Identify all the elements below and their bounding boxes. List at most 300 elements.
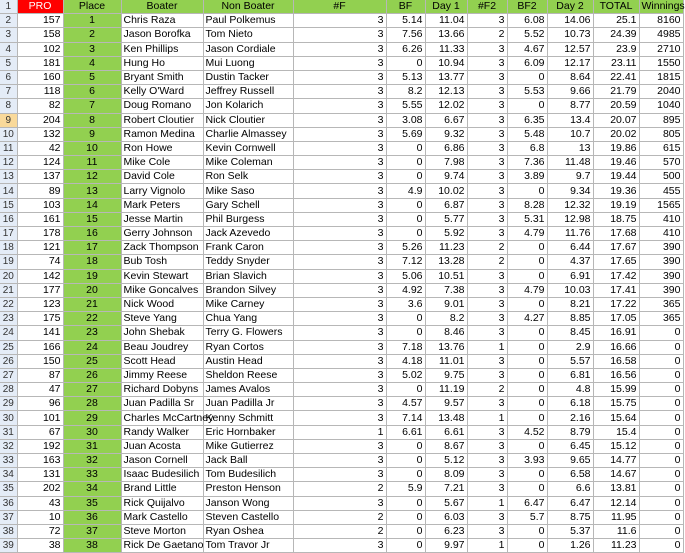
bf2-cell[interactable]: 0 [507, 241, 547, 255]
boater-cell[interactable]: Jesse Martin [121, 212, 203, 226]
f2-cell[interactable]: 3 [467, 127, 507, 141]
bf-cell[interactable]: 7.12 [386, 255, 425, 269]
total-cell[interactable]: 20.02 [593, 127, 639, 141]
total-cell[interactable]: 16.66 [593, 340, 639, 354]
header-winnings[interactable]: Winnings [639, 0, 683, 14]
f2-cell[interactable]: 3 [467, 198, 507, 212]
winnings-cell[interactable]: 1565 [639, 198, 683, 212]
day1-cell[interactable]: 8.67 [425, 439, 467, 453]
winnings-cell[interactable]: 455 [639, 184, 683, 198]
winnings-cell[interactable]: 410 [639, 212, 683, 226]
f-cell[interactable]: 3 [293, 184, 386, 198]
row-number[interactable]: 27 [0, 368, 17, 382]
bf2-cell[interactable]: 5.48 [507, 127, 547, 141]
place-cell[interactable]: 28 [63, 397, 121, 411]
pro-cell[interactable]: 67 [17, 425, 63, 439]
f2-cell[interactable]: 1 [467, 340, 507, 354]
boater-cell[interactable]: Zack Thompson [121, 241, 203, 255]
day2-cell[interactable]: 6.91 [547, 269, 593, 283]
total-cell[interactable]: 19.86 [593, 141, 639, 155]
bf-cell[interactable]: 0 [386, 198, 425, 212]
winnings-cell[interactable]: 0 [639, 368, 683, 382]
total-cell[interactable]: 14.77 [593, 454, 639, 468]
total-cell[interactable]: 16.56 [593, 368, 639, 382]
f2-cell[interactable]: 3 [467, 14, 507, 28]
day1-cell[interactable]: 9.75 [425, 368, 467, 382]
f2-cell[interactable]: 2 [467, 255, 507, 269]
day2-cell[interactable]: 6.47 [547, 496, 593, 510]
place-cell[interactable]: 13 [63, 184, 121, 198]
day1-cell[interactable]: 8.09 [425, 468, 467, 482]
f2-cell[interactable]: 3 [467, 227, 507, 241]
place-cell[interactable]: 16 [63, 227, 121, 241]
f-cell[interactable]: 3 [293, 340, 386, 354]
f-cell[interactable]: 3 [293, 383, 386, 397]
day1-cell[interactable]: 13.48 [425, 411, 467, 425]
day1-cell[interactable]: 11.04 [425, 14, 467, 28]
boater-cell[interactable]: Bub Tosh [121, 255, 203, 269]
day1-cell[interactable]: 7.98 [425, 156, 467, 170]
bf2-cell[interactable]: 0 [507, 340, 547, 354]
f-cell[interactable]: 3 [293, 468, 386, 482]
boater-cell[interactable]: Nick Wood [121, 297, 203, 311]
pro-cell[interactable]: 137 [17, 170, 63, 184]
day2-cell[interactable]: 9.66 [547, 85, 593, 99]
winnings-cell[interactable]: 0 [639, 411, 683, 425]
bf2-cell[interactable]: 4.52 [507, 425, 547, 439]
bf-cell[interactable]: 5.02 [386, 368, 425, 382]
winnings-cell[interactable]: 365 [639, 312, 683, 326]
boater-cell[interactable]: Hung Ho [121, 56, 203, 70]
non-boater-cell[interactable]: Ryan Oshea [203, 524, 293, 538]
f-cell[interactable]: 3 [293, 14, 386, 28]
bf-cell[interactable]: 4.57 [386, 397, 425, 411]
non-boater-cell[interactable]: Mui Luong [203, 56, 293, 70]
pro-cell[interactable]: 160 [17, 70, 63, 84]
day1-cell[interactable]: 8.2 [425, 312, 467, 326]
row-number[interactable]: 31 [0, 425, 17, 439]
header-day1[interactable]: Day 1 [425, 0, 467, 14]
bf-cell[interactable]: 0 [386, 539, 425, 553]
total-cell[interactable]: 21.79 [593, 85, 639, 99]
boater-cell[interactable]: Kevin Stewart [121, 269, 203, 283]
f-cell[interactable]: 3 [293, 156, 386, 170]
f-cell[interactable]: 3 [293, 539, 386, 553]
boater-cell[interactable]: Isaac Budesilich [121, 468, 203, 482]
f2-cell[interactable]: 2 [467, 28, 507, 42]
total-cell[interactable]: 22.41 [593, 70, 639, 84]
row-number[interactable]: 32 [0, 439, 17, 453]
f-cell[interactable]: 3 [293, 454, 386, 468]
day1-cell[interactable]: 9.01 [425, 297, 467, 311]
bf2-cell[interactable]: 0 [507, 468, 547, 482]
day1-cell[interactable]: 10.51 [425, 269, 467, 283]
non-boater-cell[interactable]: Kevin Cornwell [203, 141, 293, 155]
boater-cell[interactable]: Robert Cloutier [121, 113, 203, 127]
bf2-cell[interactable]: 0 [507, 70, 547, 84]
day2-cell[interactable]: 8.64 [547, 70, 593, 84]
bf-cell[interactable]: 0 [386, 496, 425, 510]
boater-cell[interactable]: Mike Goncalves [121, 283, 203, 297]
day2-cell[interactable]: 9.7 [547, 170, 593, 184]
boater-cell[interactable]: Steve Morton [121, 524, 203, 538]
winnings-cell[interactable]: 1550 [639, 56, 683, 70]
non-boater-cell[interactable]: James Avalos [203, 383, 293, 397]
day2-cell[interactable]: 14.06 [547, 14, 593, 28]
non-boater-cell[interactable]: Dustin Tacker [203, 70, 293, 84]
bf-cell[interactable]: 5.14 [386, 14, 425, 28]
total-cell[interactable]: 15.4 [593, 425, 639, 439]
pro-cell[interactable]: 181 [17, 56, 63, 70]
place-cell[interactable]: 3 [63, 42, 121, 56]
boater-cell[interactable]: Jason Borofka [121, 28, 203, 42]
bf-cell[interactable]: 0 [386, 170, 425, 184]
f2-cell[interactable]: 2 [467, 241, 507, 255]
total-cell[interactable]: 12.14 [593, 496, 639, 510]
pro-cell[interactable]: 157 [17, 14, 63, 28]
day1-cell[interactable]: 7.21 [425, 482, 467, 496]
row-number[interactable]: 9 [0, 113, 17, 127]
bf2-cell[interactable]: 6.35 [507, 113, 547, 127]
place-cell[interactable]: 33 [63, 468, 121, 482]
boater-cell[interactable]: Richard Dobyns [121, 383, 203, 397]
row-number[interactable]: 24 [0, 326, 17, 340]
f2-cell[interactable]: 3 [467, 283, 507, 297]
bf-cell[interactable]: 0 [386, 156, 425, 170]
row-number[interactable]: 33 [0, 454, 17, 468]
boater-cell[interactable]: Scott Head [121, 354, 203, 368]
bf2-cell[interactable]: 0 [507, 354, 547, 368]
place-cell[interactable]: 2 [63, 28, 121, 42]
f-cell[interactable]: 3 [293, 70, 386, 84]
f-cell[interactable]: 2 [293, 482, 386, 496]
boater-cell[interactable]: Brand Little [121, 482, 203, 496]
header-f[interactable]: #F [293, 0, 386, 14]
bf-cell[interactable]: 7.14 [386, 411, 425, 425]
bf2-cell[interactable]: 5.31 [507, 212, 547, 226]
bf-cell[interactable]: 5.13 [386, 70, 425, 84]
pro-cell[interactable]: 142 [17, 269, 63, 283]
bf-cell[interactable]: 0 [386, 383, 425, 397]
f2-cell[interactable]: 3 [467, 99, 507, 113]
place-cell[interactable]: 37 [63, 524, 121, 538]
day1-cell[interactable]: 5.92 [425, 227, 467, 241]
day1-cell[interactable]: 13.66 [425, 28, 467, 42]
day2-cell[interactable]: 10.7 [547, 127, 593, 141]
total-cell[interactable]: 17.41 [593, 283, 639, 297]
pro-cell[interactable]: 101 [17, 411, 63, 425]
f2-cell[interactable]: 3 [467, 85, 507, 99]
total-cell[interactable]: 17.22 [593, 297, 639, 311]
day2-cell[interactable]: 2.9 [547, 340, 593, 354]
bf2-cell[interactable]: 0 [507, 383, 547, 397]
row-number[interactable]: 28 [0, 383, 17, 397]
pro-cell[interactable]: 102 [17, 42, 63, 56]
boater-cell[interactable]: Gerry Johnson [121, 227, 203, 241]
day1-cell[interactable]: 6.61 [425, 425, 467, 439]
non-boater-cell[interactable]: Preston Henson [203, 482, 293, 496]
f-cell[interactable]: 3 [293, 198, 386, 212]
winnings-cell[interactable]: 390 [639, 241, 683, 255]
day2-cell[interactable]: 6.18 [547, 397, 593, 411]
place-cell[interactable]: 24 [63, 340, 121, 354]
boater-cell[interactable]: Doug Romano [121, 99, 203, 113]
bf-cell[interactable]: 4.18 [386, 354, 425, 368]
day1-cell[interactable]: 9.97 [425, 539, 467, 553]
bf-cell[interactable]: 3.6 [386, 297, 425, 311]
bf2-cell[interactable]: 6.8 [507, 141, 547, 155]
pro-cell[interactable]: 72 [17, 524, 63, 538]
bf2-cell[interactable]: 0 [507, 99, 547, 113]
winnings-cell[interactable]: 0 [639, 326, 683, 340]
row-number[interactable]: 8 [0, 99, 17, 113]
pro-cell[interactable]: 177 [17, 283, 63, 297]
day1-cell[interactable]: 9.74 [425, 170, 467, 184]
winnings-cell[interactable]: 0 [639, 425, 683, 439]
f-cell[interactable]: 3 [293, 170, 386, 184]
row-number[interactable]: 22 [0, 297, 17, 311]
f2-cell[interactable]: 3 [467, 156, 507, 170]
f-cell[interactable]: 3 [293, 397, 386, 411]
boater-cell[interactable]: Mark Castello [121, 510, 203, 524]
boater-cell[interactable]: Rick Quijalvo [121, 496, 203, 510]
day2-cell[interactable]: 13 [547, 141, 593, 155]
bf2-cell[interactable]: 0 [507, 439, 547, 453]
pro-cell[interactable]: 121 [17, 241, 63, 255]
f-cell[interactable]: 3 [293, 496, 386, 510]
f2-cell[interactable]: 3 [467, 269, 507, 283]
f2-cell[interactable]: 3 [467, 354, 507, 368]
day1-cell[interactable]: 10.02 [425, 184, 467, 198]
winnings-cell[interactable]: 1815 [639, 70, 683, 84]
f-cell[interactable]: 3 [293, 255, 386, 269]
row-number[interactable]: 36 [0, 496, 17, 510]
f-cell[interactable]: 3 [293, 141, 386, 155]
winnings-cell[interactable]: 0 [639, 383, 683, 397]
bf-cell[interactable]: 0 [386, 468, 425, 482]
bf2-cell[interactable]: 6.08 [507, 14, 547, 28]
f-cell[interactable]: 3 [293, 85, 386, 99]
winnings-cell[interactable]: 390 [639, 269, 683, 283]
day2-cell[interactable]: 4.8 [547, 383, 593, 397]
bf-cell[interactable]: 0 [386, 510, 425, 524]
winnings-cell[interactable]: 895 [639, 113, 683, 127]
place-cell[interactable]: 10 [63, 141, 121, 155]
row-number[interactable]: 39 [0, 539, 17, 553]
total-cell[interactable]: 15.75 [593, 397, 639, 411]
day1-cell[interactable]: 5.77 [425, 212, 467, 226]
day1-cell[interactable]: 9.32 [425, 127, 467, 141]
boater-cell[interactable]: Larry Vignolo [121, 184, 203, 198]
non-boater-cell[interactable]: Teddy Snyder [203, 255, 293, 269]
day2-cell[interactable]: 5.57 [547, 354, 593, 368]
total-cell[interactable]: 20.07 [593, 113, 639, 127]
f2-cell[interactable]: 3 [467, 141, 507, 155]
row-number[interactable]: 23 [0, 312, 17, 326]
non-boater-cell[interactable]: Jack Azevedo [203, 227, 293, 241]
total-cell[interactable]: 14.67 [593, 468, 639, 482]
place-cell[interactable]: 6 [63, 85, 121, 99]
place-cell[interactable]: 1 [63, 14, 121, 28]
winnings-cell[interactable]: 2710 [639, 42, 683, 56]
day2-cell[interactable]: 11.76 [547, 227, 593, 241]
non-boater-cell[interactable]: Janson Wong [203, 496, 293, 510]
f2-cell[interactable]: 3 [467, 425, 507, 439]
f2-cell[interactable]: 3 [467, 70, 507, 84]
boater-cell[interactable]: Juan Padilla Sr [121, 397, 203, 411]
day1-cell[interactable]: 8.46 [425, 326, 467, 340]
row-number[interactable]: 1 [0, 0, 17, 14]
f2-cell[interactable]: 3 [467, 56, 507, 70]
total-cell[interactable]: 24.39 [593, 28, 639, 42]
place-cell[interactable]: 12 [63, 170, 121, 184]
f2-cell[interactable]: 3 [467, 368, 507, 382]
boater-cell[interactable]: John Shebak [121, 326, 203, 340]
row-number[interactable]: 34 [0, 468, 17, 482]
non-boater-cell[interactable]: Paul Polkemus [203, 14, 293, 28]
day2-cell[interactable]: 8.75 [547, 510, 593, 524]
day2-cell[interactable]: 8.21 [547, 297, 593, 311]
f2-cell[interactable]: 3 [467, 510, 507, 524]
day2-cell[interactable]: 6.58 [547, 468, 593, 482]
bf2-cell[interactable]: 5.53 [507, 85, 547, 99]
boater-cell[interactable]: David Cole [121, 170, 203, 184]
total-cell[interactable]: 13.81 [593, 482, 639, 496]
winnings-cell[interactable]: 0 [639, 454, 683, 468]
non-boater-cell[interactable]: Mike Carney [203, 297, 293, 311]
bf2-cell[interactable]: 6.47 [507, 496, 547, 510]
boater-cell[interactable]: Rick De Gaetano [121, 539, 203, 553]
bf2-cell[interactable]: 8.28 [507, 198, 547, 212]
non-boater-cell[interactable]: Sheldon Reese [203, 368, 293, 382]
f2-cell[interactable]: 3 [467, 397, 507, 411]
bf2-cell[interactable]: 0 [507, 326, 547, 340]
winnings-cell[interactable]: 0 [639, 468, 683, 482]
place-cell[interactable]: 30 [63, 425, 121, 439]
winnings-cell[interactable]: 615 [639, 141, 683, 155]
bf-cell[interactable]: 5.55 [386, 99, 425, 113]
total-cell[interactable]: 15.99 [593, 383, 639, 397]
bf-cell[interactable]: 0 [386, 439, 425, 453]
winnings-cell[interactable]: 0 [639, 510, 683, 524]
bf2-cell[interactable]: 5.52 [507, 28, 547, 42]
row-number[interactable]: 6 [0, 70, 17, 84]
day1-cell[interactable]: 13.28 [425, 255, 467, 269]
pro-cell[interactable]: 178 [17, 227, 63, 241]
place-cell[interactable]: 5 [63, 70, 121, 84]
header-bf2[interactable]: BF2 [507, 0, 547, 14]
row-number[interactable]: 29 [0, 397, 17, 411]
day2-cell[interactable]: 6.45 [547, 439, 593, 453]
bf-cell[interactable]: 7.18 [386, 340, 425, 354]
f-cell[interactable]: 2 [293, 510, 386, 524]
non-boater-cell[interactable]: Charlie Almassey [203, 127, 293, 141]
boater-cell[interactable]: Mike Cole [121, 156, 203, 170]
place-cell[interactable]: 17 [63, 241, 121, 255]
non-boater-cell[interactable]: Jeffrey Russell [203, 85, 293, 99]
total-cell[interactable]: 15.64 [593, 411, 639, 425]
non-boater-cell[interactable]: Eric Hornbaker [203, 425, 293, 439]
bf2-cell[interactable]: 3.93 [507, 454, 547, 468]
place-cell[interactable]: 21 [63, 297, 121, 311]
f2-cell[interactable]: 3 [467, 439, 507, 453]
pro-cell[interactable]: 87 [17, 368, 63, 382]
day2-cell[interactable]: 10.03 [547, 283, 593, 297]
winnings-cell[interactable]: 8160 [639, 14, 683, 28]
day2-cell[interactable]: 8.85 [547, 312, 593, 326]
pro-cell[interactable]: 118 [17, 85, 63, 99]
day2-cell[interactable]: 12.32 [547, 198, 593, 212]
f2-cell[interactable]: 1 [467, 411, 507, 425]
total-cell[interactable]: 16.58 [593, 354, 639, 368]
pro-cell[interactable]: 175 [17, 312, 63, 326]
header-place[interactable]: Place [63, 0, 121, 14]
place-cell[interactable]: 31 [63, 439, 121, 453]
row-number[interactable]: 14 [0, 184, 17, 198]
place-cell[interactable]: 27 [63, 383, 121, 397]
f-cell[interactable]: 3 [293, 439, 386, 453]
bf2-cell[interactable]: 0 [507, 297, 547, 311]
day1-cell[interactable]: 6.67 [425, 113, 467, 127]
non-boater-cell[interactable]: Jack Ball [203, 454, 293, 468]
day1-cell[interactable]: 12.02 [425, 99, 467, 113]
f-cell[interactable]: 3 [293, 411, 386, 425]
row-number[interactable]: 17 [0, 227, 17, 241]
bf2-cell[interactable]: 0 [507, 482, 547, 496]
place-cell[interactable]: 14 [63, 198, 121, 212]
place-cell[interactable]: 15 [63, 212, 121, 226]
f-cell[interactable]: 3 [293, 99, 386, 113]
day1-cell[interactable]: 6.86 [425, 141, 467, 155]
day2-cell[interactable]: 1.26 [547, 539, 593, 553]
total-cell[interactable]: 17.42 [593, 269, 639, 283]
bf-cell[interactable]: 5.9 [386, 482, 425, 496]
f-cell[interactable]: 3 [293, 212, 386, 226]
f2-cell[interactable]: 3 [467, 113, 507, 127]
f-cell[interactable]: 3 [293, 269, 386, 283]
f-cell[interactable]: 3 [293, 326, 386, 340]
non-boater-cell[interactable]: Frank Caron [203, 241, 293, 255]
header-bf[interactable]: BF [386, 0, 425, 14]
day2-cell[interactable]: 8.79 [547, 425, 593, 439]
bf2-cell[interactable]: 3.89 [507, 170, 547, 184]
bf2-cell[interactable]: 6.09 [507, 56, 547, 70]
day1-cell[interactable]: 9.57 [425, 397, 467, 411]
day1-cell[interactable]: 13.76 [425, 340, 467, 354]
day1-cell[interactable]: 6.87 [425, 198, 467, 212]
winnings-cell[interactable]: 500 [639, 170, 683, 184]
non-boater-cell[interactable]: Juan Padilla Jr [203, 397, 293, 411]
pro-cell[interactable]: 96 [17, 397, 63, 411]
day2-cell[interactable]: 6.6 [547, 482, 593, 496]
total-cell[interactable]: 11.95 [593, 510, 639, 524]
place-cell[interactable]: 23 [63, 326, 121, 340]
row-number[interactable]: 12 [0, 156, 17, 170]
row-number[interactable]: 15 [0, 198, 17, 212]
bf2-cell[interactable]: 4.27 [507, 312, 547, 326]
place-cell[interactable]: 19 [63, 269, 121, 283]
non-boater-cell[interactable]: Mike Gutierrez [203, 439, 293, 453]
f-cell[interactable]: 3 [293, 368, 386, 382]
boater-cell[interactable]: Chris Raza [121, 14, 203, 28]
place-cell[interactable]: 26 [63, 368, 121, 382]
day2-cell[interactable]: 10.73 [547, 28, 593, 42]
non-boater-cell[interactable]: Kenny Schmitt [203, 411, 293, 425]
day2-cell[interactable]: 8.45 [547, 326, 593, 340]
place-cell[interactable]: 34 [63, 482, 121, 496]
f2-cell[interactable]: 3 [467, 454, 507, 468]
pro-cell[interactable]: 163 [17, 454, 63, 468]
